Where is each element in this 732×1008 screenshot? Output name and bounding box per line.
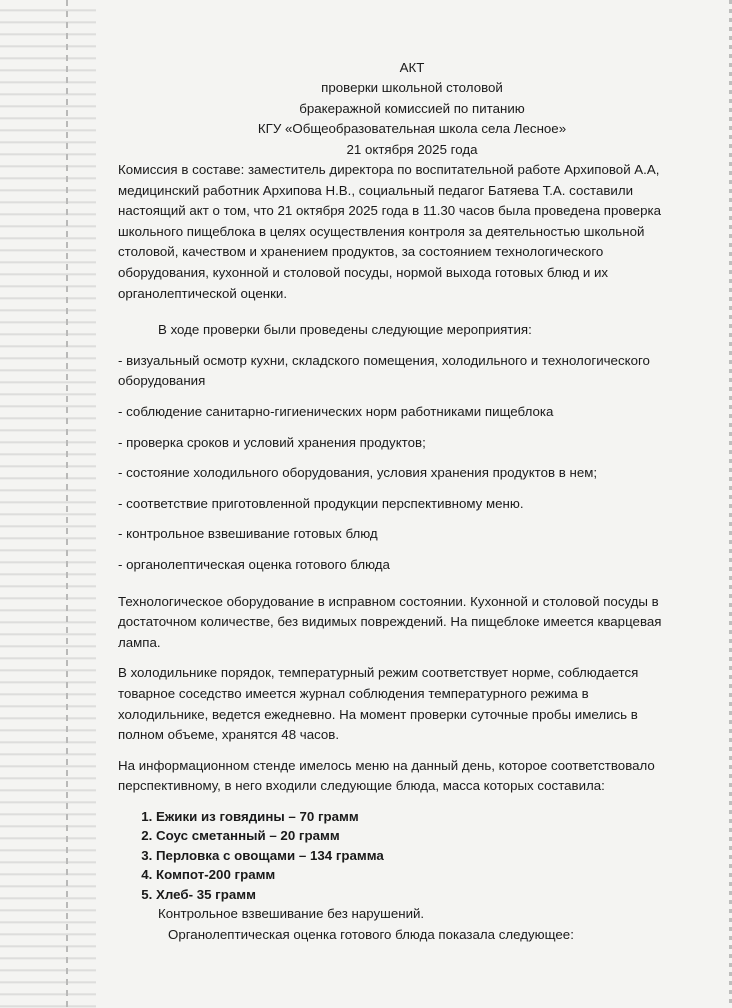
activity-item: - контрольное взвешивание готовых блюд	[118, 526, 378, 542]
weighing-note: Контрольное взвешивание без нарушений.	[158, 906, 425, 922]
menu-list	[118, 807, 666, 905]
menu-intro-paragraph: На информационном стенде имелось меню на данный день, которое соответствовало перспективному, в него входили следующие блюда, масса которых составила:	[118, 757, 655, 794]
activity-item: - соблюдение санитарно-гигиенических норм работниками пищеблока	[118, 403, 554, 419]
menu-item: 1. Ежики из говядины – 70 грамм	[156, 807, 666, 827]
activity-item: - состояние холодильного оборудования, условия хранения продуктов в нем;	[118, 465, 598, 481]
menu-item: 2. Соус сметанный – 20 грамм	[156, 826, 666, 846]
scan-edge-artifact	[0, 0, 96, 1008]
header-line-2: бракеражной комиссией по питанию	[299, 100, 525, 116]
menu-item: 3. Перловка с овощами – 134 грамма	[156, 846, 666, 866]
activity-item: - проверка сроков и условий хранения продуктов;	[118, 434, 426, 450]
activities-list	[118, 351, 666, 576]
fridge-paragraph: В холодильнике порядок, температурный режим соответствует норме, соблюдается товарное соседство имеется журнал соблюдения температурного режима в холодильнике, ведется ежедневно. На момент проверки суточные пробы имелись в полном объеме, хранятся 48 часов.	[118, 665, 639, 743]
header-line-3: КГУ «Общеобразовательная школа села Лесное»	[257, 121, 567, 137]
menu-item: 4. Компот-200 грамм	[156, 865, 666, 885]
organoleptic-note: Органолептическая оценка готового блюда показала следующее:	[168, 926, 574, 942]
document-date: 21 октября 2025 года	[346, 141, 478, 157]
activity-item: - визуальный осмотр кухни, складского помещения, холодильного и технологического оборудования	[118, 352, 650, 389]
activity-item: - соответствие приготовленной продукции перспективному меню.	[118, 495, 524, 511]
menu-item: 5. Хлеб- 35 грамм	[156, 885, 666, 905]
document-title: АКТ	[399, 60, 425, 75]
activity-item: - органолептическая оценка готового блюда	[118, 556, 390, 572]
activities-heading: В ходе проверки были проведены следующие мероприятия:	[158, 322, 532, 338]
equipment-paragraph: Технологическое оборудование в исправном состоянии. Кухонной и столовой посуды в достаточном количестве, без видимых повреждений. На пищеблоке имеется кварцевая лампа.	[118, 593, 662, 650]
document-header	[158, 58, 666, 160]
intro-paragraph: Комиссия в составе: заместитель директора по воспитательной работе Архиповой А.А, медицинский работник Архипова Н.В., социальный педагог Батяева Т.А. составили настоящий акт о том, что 21 октября 2025 года в 11.30 часов была проведена проверка школьного пищеблока в целях осуществления контроля за деятельностью школьной столовой, качеством и хранением продуктов, за состоянием технологического оборудования, кухонной и столовой посуды, нормой выхода готовых блюд и их органолептической оценки.	[118, 162, 661, 301]
header-line-1: проверки школьной столовой	[321, 80, 503, 96]
document-page	[118, 58, 666, 946]
